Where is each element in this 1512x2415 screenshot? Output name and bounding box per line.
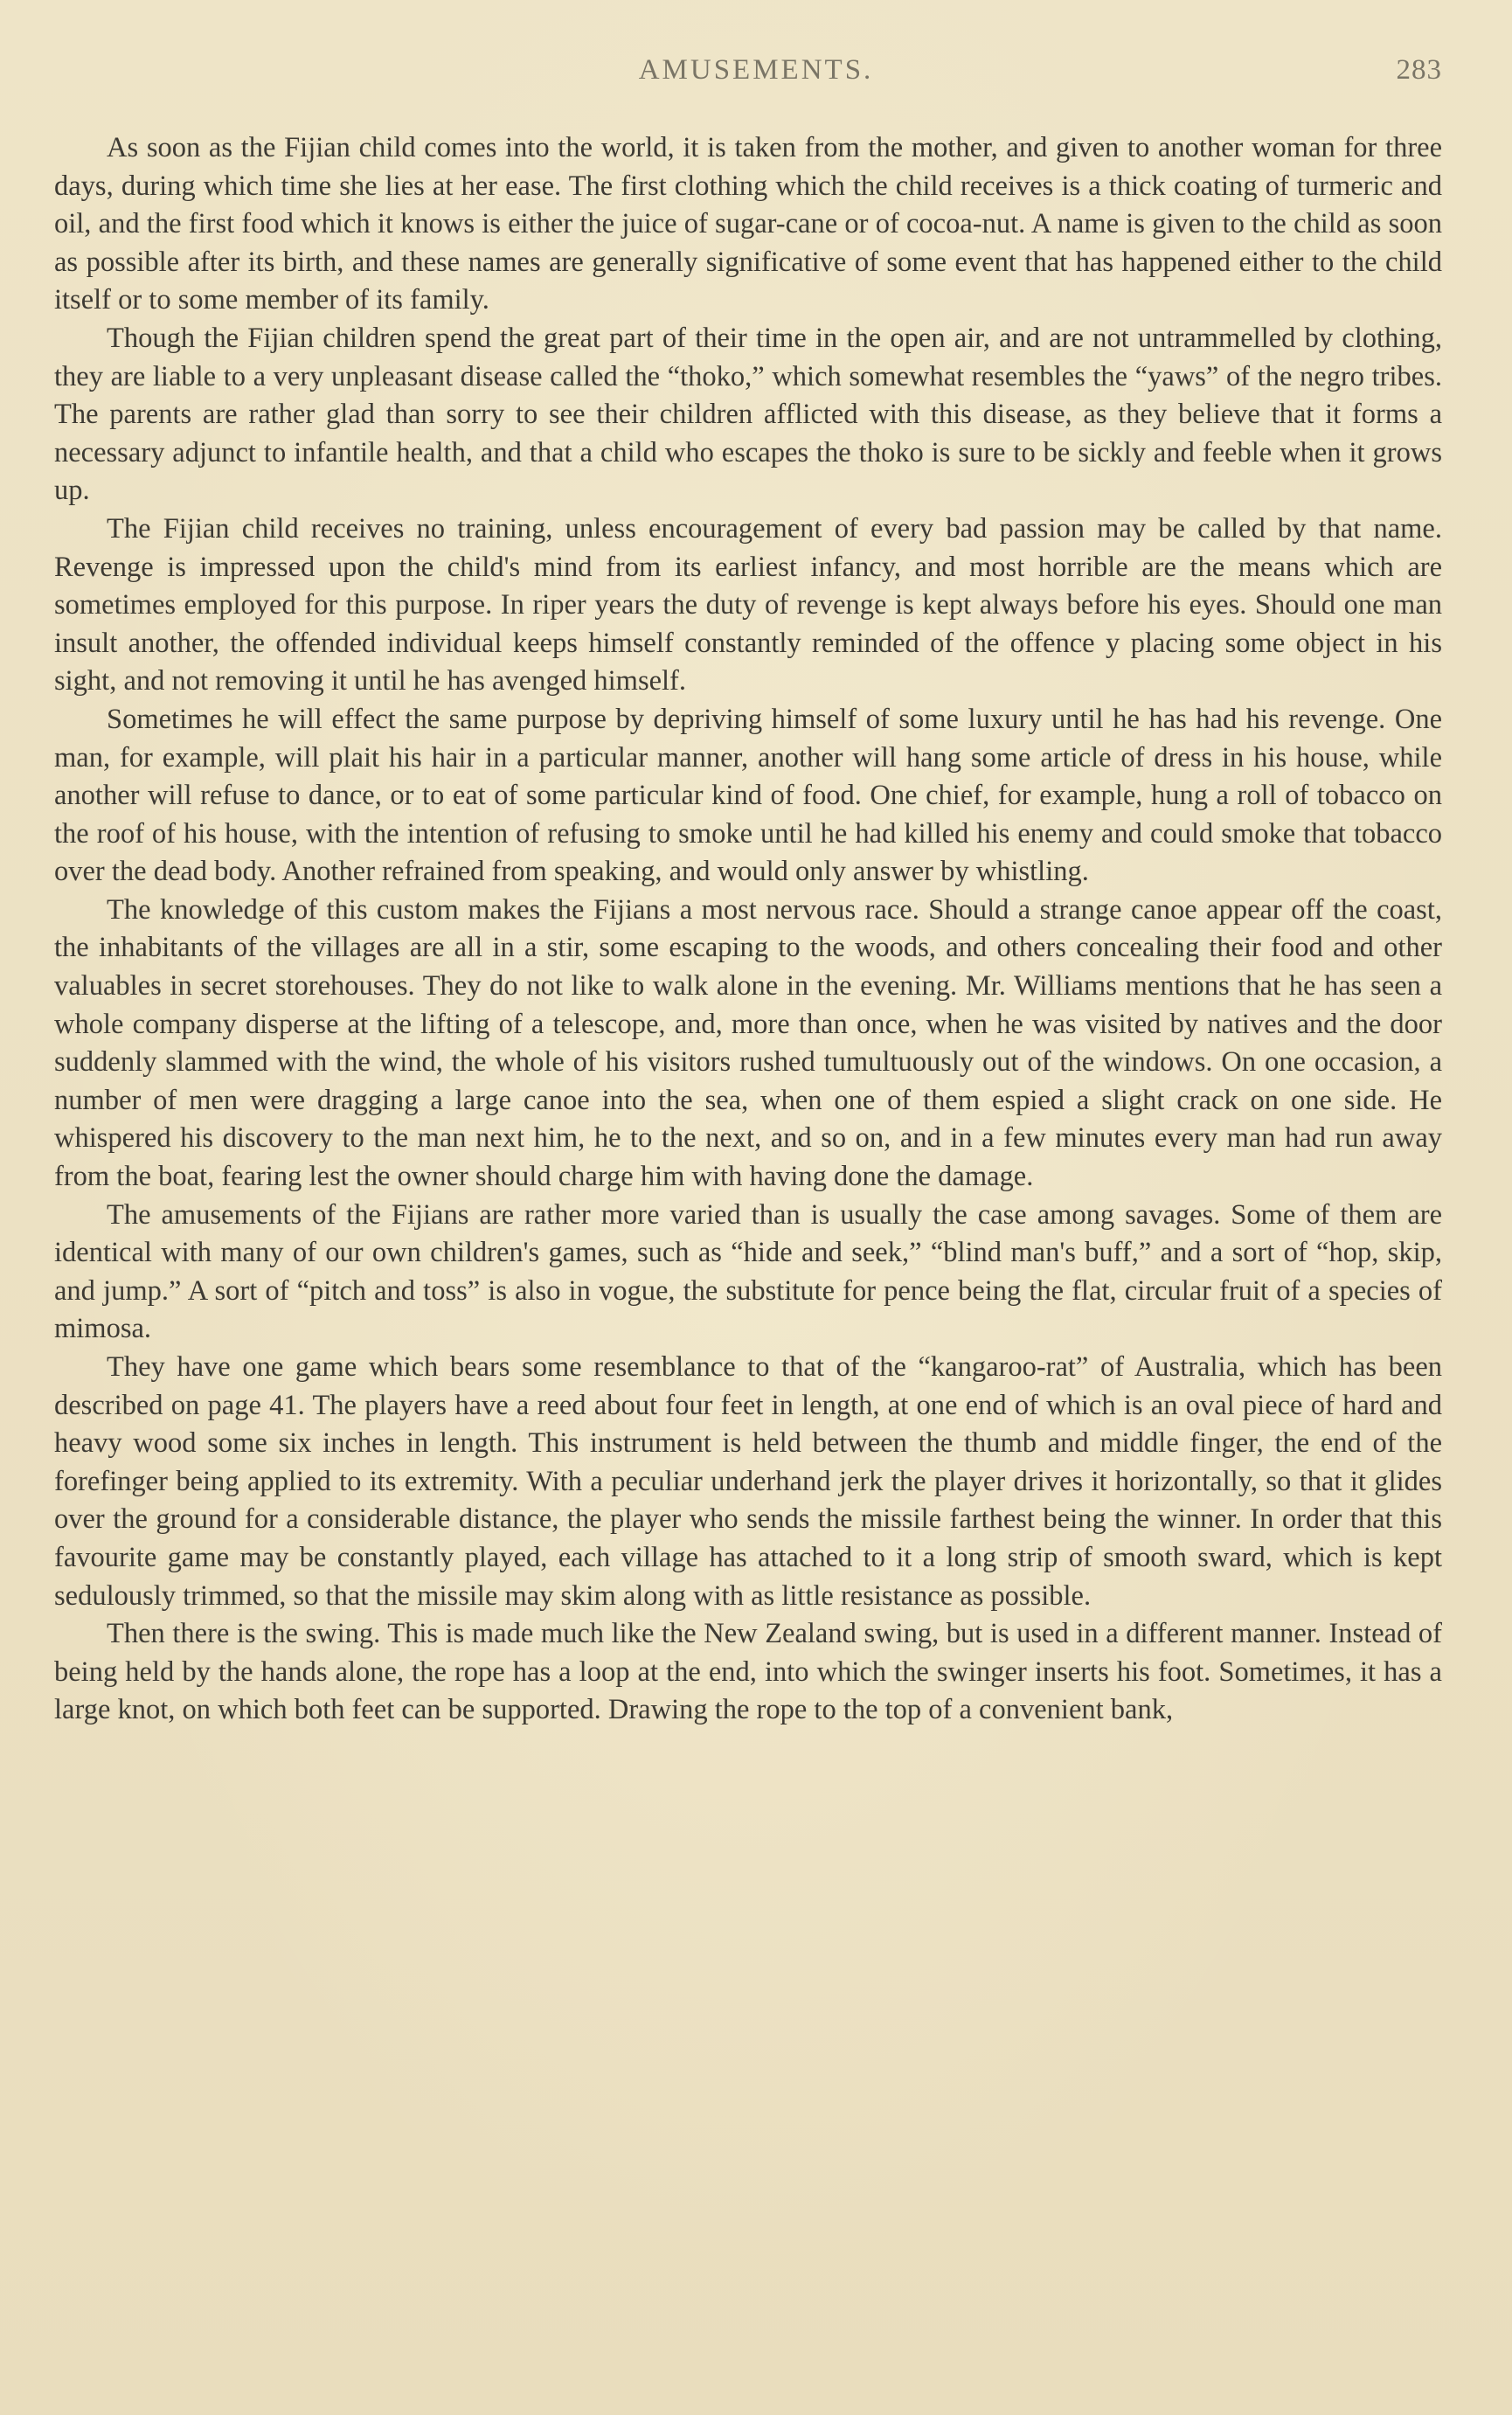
running-head — [0, 54, 1512, 98]
page-number: 283 — [1396, 54, 1442, 86]
paragraph: The amusements of the Fijians are rather more varied than is usually the case among savages. Some of them are identical with many of our own children's games, such as “hide and seek,” “blind man's buff,” and a sort of “hop, skip, and jump.” A sort of “pitch and toss” is also in vogue, the substitute for pence being the flat, circular fruit of a species of mimosa. — [54, 1198, 1442, 1345]
running-title: AMUSEMENTS. — [638, 54, 874, 86]
paragraph: They have one game which bears some resemblance to that of the “kangaroo-rat” of Australia, which has been described on page 41. The players have a reed about four feet in length, at one end of which is an oval piece of hard and heavy wood some six inches in length. This instrument is held between the thumb and middle finger, the end of the forefinger being applied to its extremity. With a peculiar underhand jerk the player drives it horizontally, so that it glides over the ground for a considerable distance, the player who sends the missile farthest being the winner. In order that this favourite game may be constantly played, each village has attached to it a long strip of smooth sward, which is kept sedulously trimmed, so that the missile may skim along with as little resistance as possible. — [54, 1351, 1442, 1612]
paragraph: Though the Fijian children spend the great part of their time in the open air, and are not untrammelled by clothing, they are liable to a very unpleasant disease called the “thoko,” which somewhat resembles the “yaws” of the negro tribes. The parents are rather glad than sorry to see their children afflicted with this disease, as they believe that it forms a necessary adjunct to infantile health, and that a child who escapes the thoko is sure to be sickly and feeble when it grows up. — [54, 322, 1442, 507]
paragraph: The Fijian child receives no training, unless encouragement of every bad passion may be called by that name. Revenge is impressed upon the child's mind from its earliest infancy, and most horrible are the means which are sometimes employed for this purpose. In riper years the duty of revenge is kept always before his eyes. Should one man insult another, the offended individual keeps himself constantly reminded of the offence y placing some object in his sight, and not removing it until he has avenged himself. — [54, 512, 1442, 697]
paragraph: The knowledge of this custom makes the Fijians a most nervous race. Should a strange canoe appear off the coast, the inhabitants of the villages are all in a stir, some escaping to the woods, and others concealing their food and other valuables in secret storehouses. They do not like to walk alone in the evening. Mr. Williams mentions that he has seen a whole company disperse at the lifting of a telescope, and, more than once, when he was visited by natives and the door suddenly slammed with the wind, the whole of his visitors rushed tumultuously out of the windows. On one occasion, a number of men were dragging a large canoe into the sea, when one of them espied a slight crack on one side. He whispered his discovery to the man next him, he to the next, and so on, and in a few minutes every man had run away from the boat, fearing lest the owner should charge him with having done the damage. — [54, 893, 1442, 1193]
paragraph: As soon as the Fijian child comes into the world, it is taken from the mother, and given to another woman for three days, during which time she lies at her ease. The first clothing which the child receives is a thick coating of turmeric and oil, and the first food which it knows is either the juice of sugar-cane or of cocoa-nut. A name is given to the child as soon as possible after its birth, and these names are generally significative of some event that has happened either to the child itself or to some member of its family. — [54, 132, 1442, 316]
paragraph: Then there is the swing. This is made much like the New Zealand swing, but is used in a different manner. Instead of being held by the hands alone, the rope has a loop at the end, into which the swinger inserts his foot. Sometimes, it has a large knot, on which both feet can be supported. Drawing the rope to the top of a convenient bank, — [54, 1618, 1442, 1726]
paragraph: Sometimes he will effect the same purpose by depriving himself of some luxury until he has had his revenge. One man, for example, will plait his hair in a particular manner, another will hang some article of dress in his house, while another will refuse to dance, or to eat of some particular kind of food. One chief, for example, hung a roll of tobacco on the roof of his house, with the intention of refusing to smoke until he had killed his enemy and could smoke that tobacco over the dead body. Another refrained from speaking, and would only answer by whistling. — [54, 703, 1442, 888]
body-text — [54, 129, 1442, 1730]
